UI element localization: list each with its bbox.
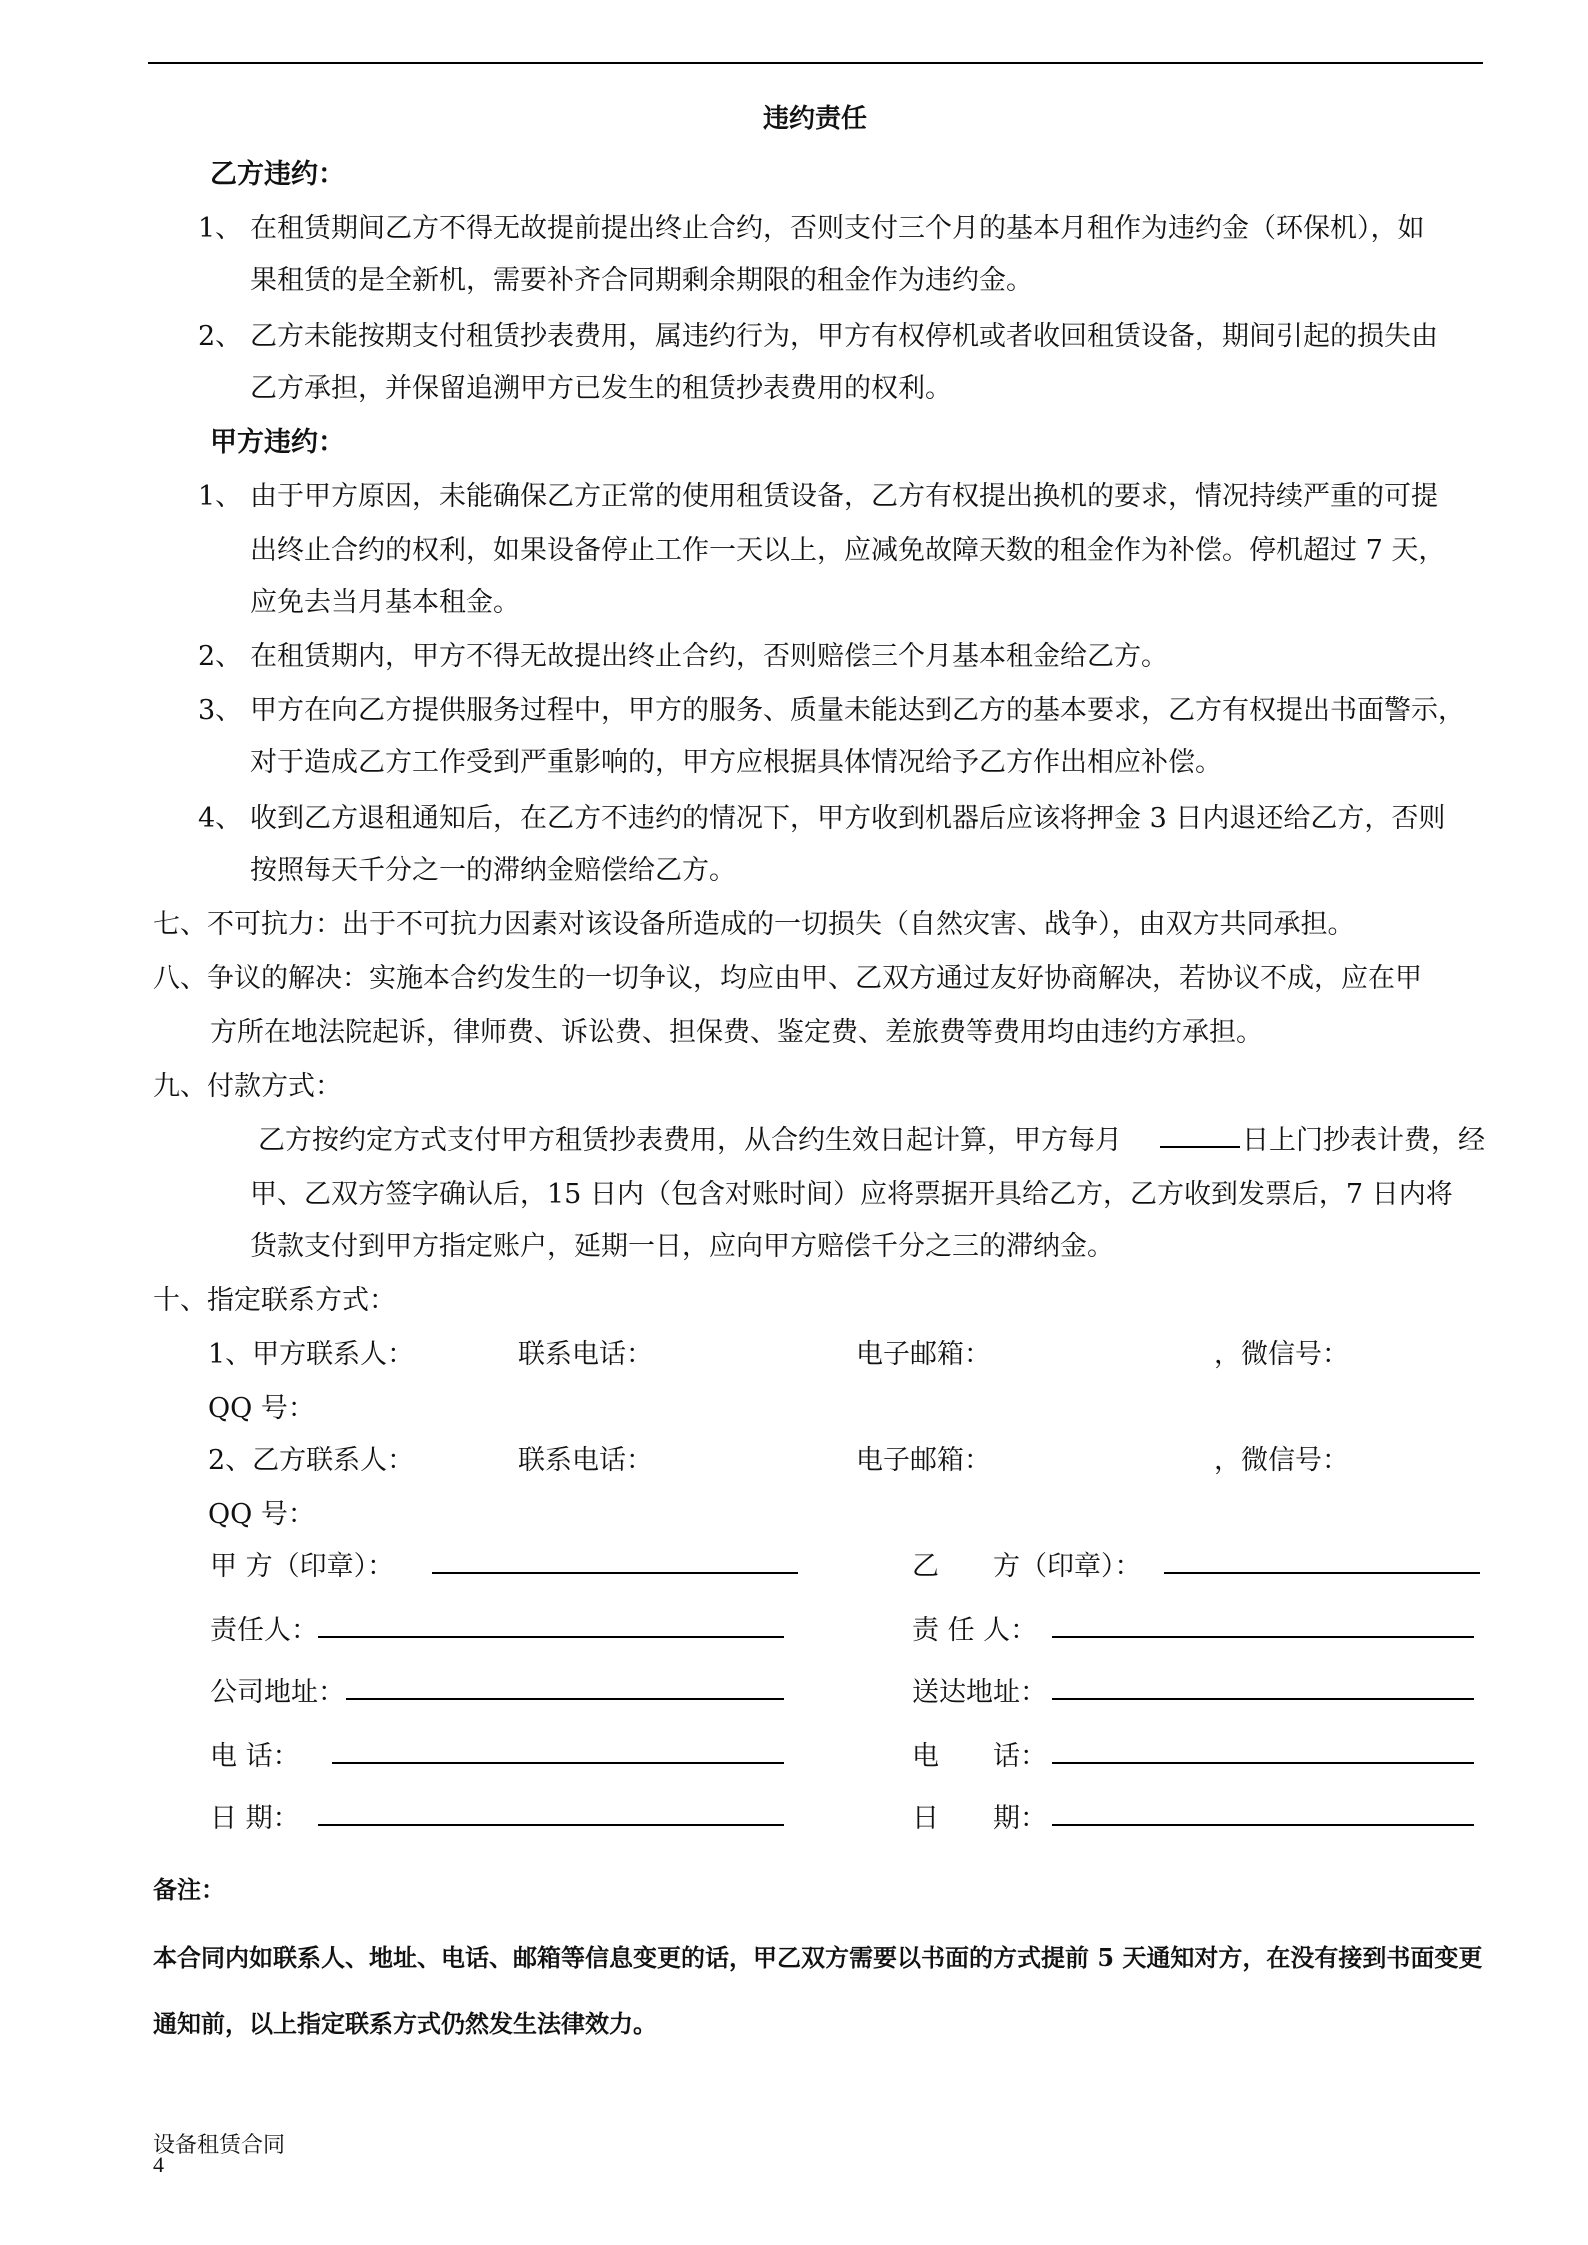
party-a-item-1-line-1: 由于甲方原因，未能确保乙方正常的使用租赁设备，乙方有权提出换机的要求，情况持续严重的可提 (250, 481, 1438, 512)
party-b-item-2-line-1: 乙方未能按期支付租赁抄表费用，属违约行为，甲方有权停机或者收回租赁设备，期间引起的损失由 (250, 321, 1438, 352)
section-10-heading: 十、指定联系方式： (153, 1285, 396, 1316)
contact-1-person-label: 1、甲方联系人： (208, 1339, 415, 1370)
sign-b-address-label: 送达地址： (912, 1677, 1047, 1708)
footer-doc-name: 设备租赁合同 (153, 2132, 286, 2157)
header-rule (148, 62, 1483, 64)
section-9-line-2: 甲、乙双方签字确认后，15 日内（包含对账时间）应将票据开具给乙方，乙方收到发票后，7 日内将 (250, 1179, 1453, 1210)
party-b-item-2-line-2: 乙方承担，并保留追溯甲方已发生的租赁抄表费用的权利。 (250, 373, 952, 404)
sign-b-seal-label: 乙 方（印章）： (912, 1551, 1142, 1582)
party-a-item-4-line-2: 按照每天千分之一的滞纳金赔偿给乙方。 (250, 855, 736, 886)
contact-2-wechat-label: ，微信号： (1214, 1445, 1349, 1476)
sign-a-responsible-label: 责任人： (210, 1615, 318, 1646)
note-line-2: 通知前，以上指定联系方式仍然发生法律效力。 (153, 2009, 657, 2038)
contact-1-email-label: 电子邮箱： (856, 1339, 991, 1370)
section-8-line-1: 八、争议的解决：实施本合约发生的一切争议，均应由甲、乙双方通过友好协商解决，若协议不成，应在甲 (153, 963, 1422, 994)
footer-page-number: 4 (153, 2152, 164, 2177)
sign-a-address-label: 公司地址： (210, 1677, 345, 1708)
sign-b-seal-line[interactable] (1164, 1572, 1480, 1574)
sign-b-address-line[interactable] (1052, 1698, 1474, 1700)
sign-a-date-label: 日 期： (210, 1803, 300, 1834)
page-title: 违约责任 (762, 104, 867, 134)
note-line-1: 本合同内如联系人、地址、电话、邮箱等信息变更的话，甲乙双方需要以书面的方式提前 5 天通知对方，在没有接到书面变更 (153, 1943, 1483, 1972)
section-9-line-1b: 日上门抄表计费，经 (1242, 1125, 1485, 1156)
party-a-item-1-line-2: 出终止合约的权利，如果设备停止工作一天以上，应减免故障天数的租金作为补偿。停机超过 7 天， (250, 535, 1446, 566)
sign-a-phone-line[interactable] (332, 1762, 784, 1764)
party-a-item-2-line-1: 在租赁期内，甲方不得无故提出终止合约，否则赔偿三个月基本租金给乙方。 (250, 641, 1168, 672)
contact-1-qq-label: QQ 号： (208, 1393, 315, 1424)
sign-b-phone-line[interactable] (1052, 1762, 1474, 1764)
sign-a-date-line[interactable] (318, 1824, 784, 1826)
contact-1-phone-label: 联系电话： (518, 1339, 653, 1370)
party-b-item-1-line-1: 在租赁期间乙方不得无故提前提出终止合约，否则支付三个月的基本月租作为违约金（环保机），如 (250, 213, 1425, 244)
section-8-line-2: 方所在地法院起诉，律师费、诉讼费、担保费、鉴定费、差旅费等费用均由违约方承担。 (210, 1017, 1263, 1048)
sign-b-phone-label: 电 话： (912, 1741, 1047, 1772)
section-9-heading: 九、付款方式： (153, 1071, 342, 1102)
sign-b-responsible-line[interactable] (1052, 1636, 1474, 1638)
contact-2-qq-label: QQ 号： (208, 1499, 315, 1530)
party-a-item-1-line-3: 应免去当月基本租金。 (250, 587, 520, 618)
section-9-line-1a: 乙方按约定方式支付甲方租赁抄表费用，从合约生效日起计算，甲方每月 (258, 1125, 1122, 1156)
sign-a-seal-line[interactable] (432, 1572, 798, 1574)
party-b-item-1-num: 1、 (198, 213, 243, 244)
billing-day-blank[interactable] (1160, 1146, 1240, 1148)
sign-a-seal-label: 甲 方（印章）： (210, 1551, 395, 1582)
sign-a-phone-label: 电 话： (210, 1741, 300, 1772)
sign-b-date-label: 日 期： (912, 1803, 1047, 1834)
party-a-item-3-num: 3、 (198, 695, 243, 726)
sign-b-date-line[interactable] (1052, 1824, 1474, 1826)
sign-a-address-line[interactable] (346, 1698, 784, 1700)
party-a-item-4-num: 4、 (198, 803, 243, 834)
party-a-item-3-line-2: 对于造成乙方工作受到严重影响的，甲方应根据具体情况给予乙方作出相应补偿。 (250, 747, 1222, 778)
contact-1-wechat-label: ，微信号： (1214, 1339, 1349, 1370)
party-a-item-3-line-1: 甲方在向乙方提供服务过程中，甲方的服务、质量未能达到乙方的基本要求，乙方有权提出书面警示， (250, 695, 1465, 726)
party-b-item-1-line-2: 果租赁的是全新机，需要补齐合同期剩余期限的租金作为违约金。 (250, 265, 1033, 296)
note-heading: 备注： (153, 1875, 225, 1904)
party-a-item-1-num: 1、 (198, 481, 243, 512)
contact-2-phone-label: 联系电话： (518, 1445, 653, 1476)
contact-2-email-label: 电子邮箱： (856, 1445, 991, 1476)
party-b-breach-heading: 乙方违约： (210, 159, 345, 190)
party-a-item-2-num: 2、 (198, 641, 243, 672)
sign-b-responsible-label: 责 任 人： (912, 1615, 1038, 1646)
party-a-item-4-line-1: 收到乙方退租通知后，在乙方不违约的情况下，甲方收到机器后应该将押金 3 日内退还给乙方，否则 (250, 803, 1446, 834)
section-7-force-majeure: 七、不可抗力：出于不可抗力因素对该设备所造成的一切损失（自然灾害、战争），由双方共同承担。 (153, 909, 1355, 940)
contact-2-person-label: 2、乙方联系人： (208, 1445, 415, 1476)
party-b-item-2-num: 2、 (198, 321, 243, 352)
party-a-breach-heading: 甲方违约： (210, 427, 345, 458)
sign-a-responsible-line[interactable] (318, 1636, 784, 1638)
section-9-line-3: 货款支付到甲方指定账户，延期一日，应向甲方赔偿千分之三的滞纳金。 (250, 1231, 1114, 1262)
